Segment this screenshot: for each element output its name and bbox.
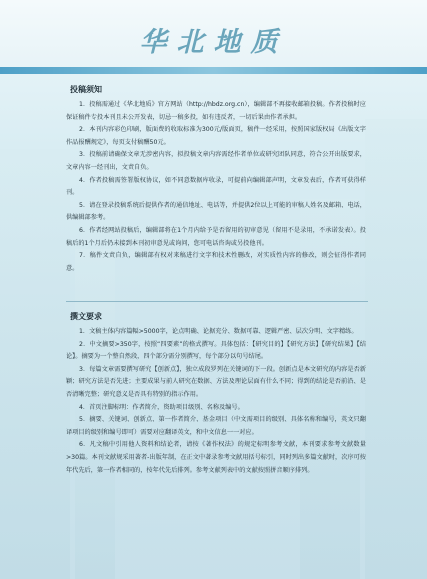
section-title: 撰文要求 bbox=[70, 312, 102, 321]
writing-requirements-section bbox=[66, 311, 366, 477]
background-building bbox=[365, 119, 427, 579]
section-divider bbox=[66, 301, 368, 302]
background-building bbox=[0, 149, 70, 579]
guideline-paragraph: 7．稿件文责自负，编辑部有权对来稿进行文字和技术性删改，对实质性内容的修改，则会征得作者同意。 bbox=[66, 252, 366, 272]
guideline-paragraph: 2．本刊内容彩色印刷，版面费的收取标准为300元/版面页，稿件一经采用，按照国家版权局《出版文字作品报酬规定》，每页支付稿酬50元。 bbox=[66, 126, 366, 146]
submission-guidelines-section bbox=[66, 84, 366, 275]
header-band bbox=[0, 0, 427, 70]
guideline-paragraph: 3．投稿前请确保文章无涉密内容，拟投稿文章内容需经作者单位或研究团队同意，符合公开出版要求，文章内容一经刊出，文责自负。 bbox=[66, 151, 366, 171]
guideline-paragraph: 6．作者经网站投稿后，编辑部将在1个月内给予是否留用的初审意见（留用不是录用，不承诺发表）。投稿后的1个月后仍未接到本刊初审意见或询问，您可电话咨询或另投他刊。 bbox=[66, 226, 366, 247]
journal-title-logo: 华北地质 bbox=[139, 27, 288, 58]
guideline-paragraph: 5．请在登录投稿系统后提供作者的通信地址、电话等，并提供2位以上可能的审稿人姓名及邮箱、电话，供编辑部参考。 bbox=[66, 201, 366, 222]
guideline-paragraph: 1．投稿需通过《华北地质》官方网站（http://hbdz.org.cn），编辑部不再接收邮箱投稿。作者投稿时应保证稿件专投本刊且未公开发表，切忌一稿多投，如有违反者，一切后果由作者承担。 bbox=[66, 101, 366, 121]
requirement-paragraph: 1．文稿主体内容篇幅>5000字，论点明确、论据充分、数据可靠、逻辑严密、层次分明、文字精练。 bbox=[79, 328, 358, 335]
requirement-paragraph: 2．中文摘要>350字，按照“四要素”的格式撰写。具体包括：【研究目的】【研究方法】【研究结果】【结论】。摘要为一个整自然段，四个部分需分别撰写，每个部分以句号结尾。 bbox=[66, 340, 366, 361]
guideline-paragraph: 4．作者投稿需签署版权协议，如不同意数据库收录，可提前向编辑部声明，文章发表后，作者可获得样刊。 bbox=[66, 176, 366, 197]
requirement-paragraph: 5．摘要、关键词、创新点、第一作者简介、基金项目（中文需项目的级别、具体名称和编号，英文只翻译项目的级别和编号即可）需要对应翻译英文，和中文信息一一对应。 bbox=[66, 416, 366, 436]
requirement-paragraph: 6．凡文稿中引用他人资料和结论者，请按《著作权法》的规定标明参考文献，本刊要求参考文献数量>30篇。本刊文献规采用著者-出版年制，在正文中著录参考文献用括号标引，同时列出多篇文献时，次序可按年代先后，第一作者相同的，按年代先后排列。参考文献列表中的文献按照拼音顺序排列。 bbox=[66, 441, 366, 474]
section-title: 投稿须知 bbox=[70, 85, 102, 94]
header-divider bbox=[0, 67, 427, 74]
requirement-paragraph: 4．首页注脚标明：作者简介，资助项目级别、名称及编号。 bbox=[79, 403, 244, 411]
requirement-paragraph: 3．每篇文章需要撰写研究【创新点】，独立成段罗列在关键词的下一段。创新点是本文研究的内容是否新颖；研究方法是否先进；主要成果与前人研究在数据、方法及理论层面有什么不同；得到的结论是否前沿、是否清晰完整；研究意义是否具有特别的指示作用。 bbox=[66, 365, 366, 398]
